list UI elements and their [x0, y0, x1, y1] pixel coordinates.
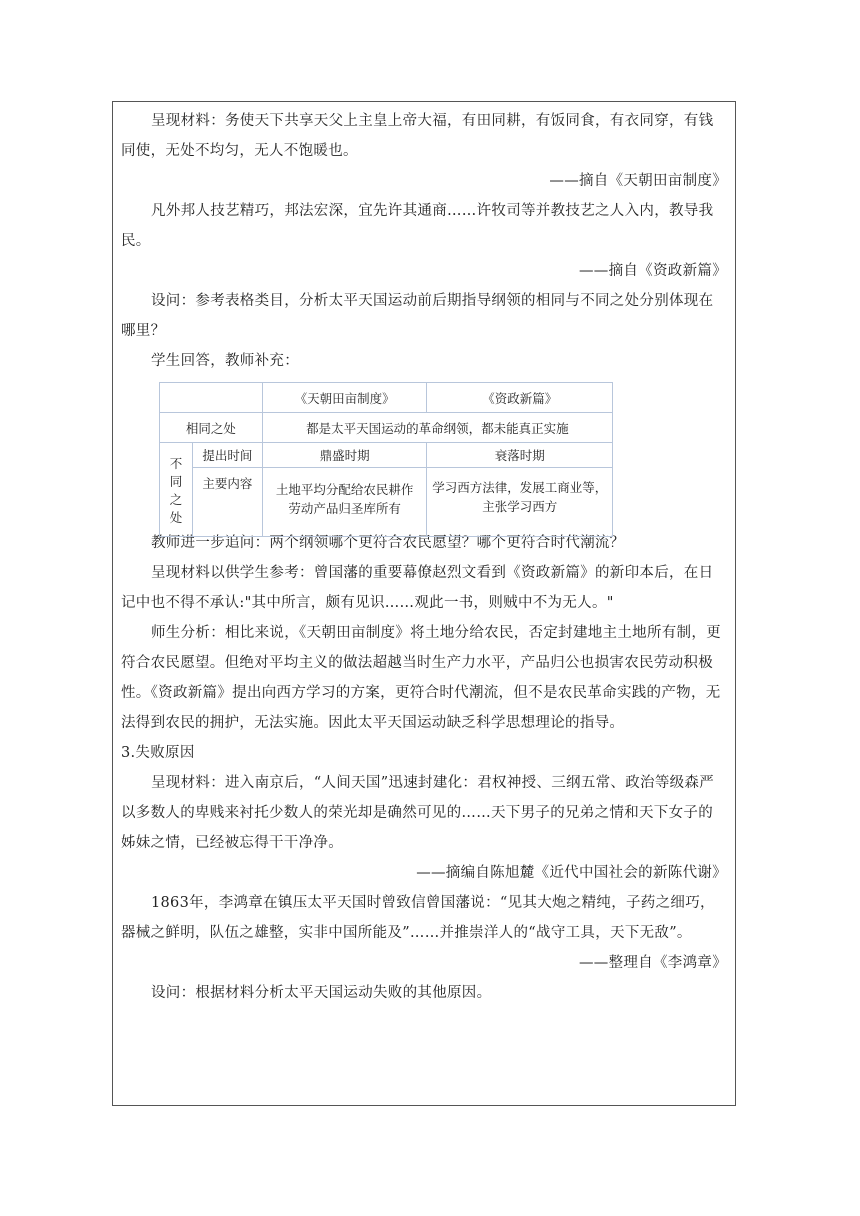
- table-content-col2-line2: 主张学习西方: [482, 499, 558, 514]
- source-citation-1: ——摘自《天朝田亩制度》: [549, 173, 727, 189]
- table-header-col1: 《天朝田亩制度》: [262, 383, 427, 413]
- source-citation-2: ——摘自《资政新篇》: [579, 263, 727, 279]
- section-heading-failure-reasons: 3.失败原因: [121, 745, 195, 761]
- table-time-col2: 衰落时期: [427, 443, 613, 468]
- paragraph-teacher-followup: 教师进一步追问：两个纲领哪个更符合农民愿望？哪个更符合时代潮流？: [151, 535, 625, 551]
- comparison-table: [159, 382, 613, 537]
- table-time-col1: 鼎盛时期: [262, 443, 427, 468]
- table-content-col1-line2: 劳动产品归圣库所有: [288, 501, 401, 516]
- source-citation-3: ——摘编自陈旭麓《近代中国社会的新陈代谢》: [416, 865, 727, 881]
- table-corner-cell: [160, 383, 263, 413]
- paragraph-analysis: 师生分析：相比来说，《天朝田亩制度》将土地分给农民，否定封建地主土地所有制，更符合农民愿望。但绝对平均主义的做法超越当时生产力水平，产品归公也损害农民劳动积极性。《资政新篇》提出向西方学习的方案，更符合时代潮流，但不是农民革命实践的产物，无法得到农民的拥护，无法实施。因此太平天国运动缺乏科学思想理论的指导。: [121, 625, 721, 731]
- comparison-table-figure: [159, 382, 613, 525]
- paragraph-material-3: 呈现材料：进入南京后，“人间天国”迅速封建化：君权神授、三纲五常、政治等级森严以多数人的卑贱来衬托少数人的荣光却是确然可见的……天下男子的兄弟之情和天下女子的姊妹之情，已经被忘得干干净净。: [121, 775, 715, 851]
- table-diff-label: [160, 443, 193, 537]
- paragraph-material-2: 凡外邦人技艺精巧，邦法宏深，宜先许其通商……许牧司等并教技艺之人入内，教导我民。: [121, 203, 714, 249]
- table-content-col2: [427, 468, 613, 537]
- paragraph-question-2: 设问：根据材料分析太平天国运动失败的其他原因。: [151, 985, 492, 1001]
- content-frame: [112, 101, 736, 1106]
- table-same-value: 都是太平天国运动的革命纲领，都未能真正实施: [262, 413, 612, 443]
- paragraph-material-1: 呈现材料：务使天下共享天父上主皇上帝大福，有田同耕，有饭同食，有衣同穿，有钱同使，无处不均匀，无人不饱暖也。: [121, 113, 714, 159]
- paragraph-reference-material: 呈现材料以供学生参考：曾国藩的重要幕僚赵烈文看到《资政新篇》的新印本后，在日记中也不得不承认:"其中所言，颇有见识……观此一书，则贼中不为无人。": [121, 565, 714, 611]
- table-content-col1-line1: 土地平均分配给农民耕作: [275, 482, 414, 497]
- table-content-label: 主要内容: [192, 468, 262, 537]
- table-content-col1: [262, 468, 427, 537]
- paragraph-material-4: 1863年，李鸿章在镇压太平天国时曾致信曾国藩说：“见其大炮之精纯，子药之细巧，器械之鲜明，队伍之雄整，实非中国所能及”……并推崇洋人的“战守工具，天下无敌”。: [121, 895, 715, 941]
- table-time-label: 提出时间: [192, 443, 262, 468]
- table-diff-char-2: 同: [169, 473, 183, 489]
- document-body: [113, 102, 735, 1008]
- table-header-col2: 《资政新篇》: [427, 383, 613, 413]
- table-content-col2-line1: 学习西方法律，发展工商业等，: [432, 480, 608, 495]
- source-citation-4: ——整理自《李鸿章》: [579, 955, 727, 971]
- paragraph-student-answer: 学生回答，教师补充：: [151, 353, 299, 369]
- table-diff-char-1: 不: [169, 455, 183, 471]
- table-same-label: 相同之处: [160, 413, 263, 443]
- table-diff-char-4: 处: [169, 509, 183, 525]
- table-diff-char-3: 之: [169, 491, 183, 507]
- paragraph-question-1: 设问：参考表格类目，分析太平天国运动前后期指导纲领的相同与不同之处分别体现在哪里？: [121, 293, 714, 339]
